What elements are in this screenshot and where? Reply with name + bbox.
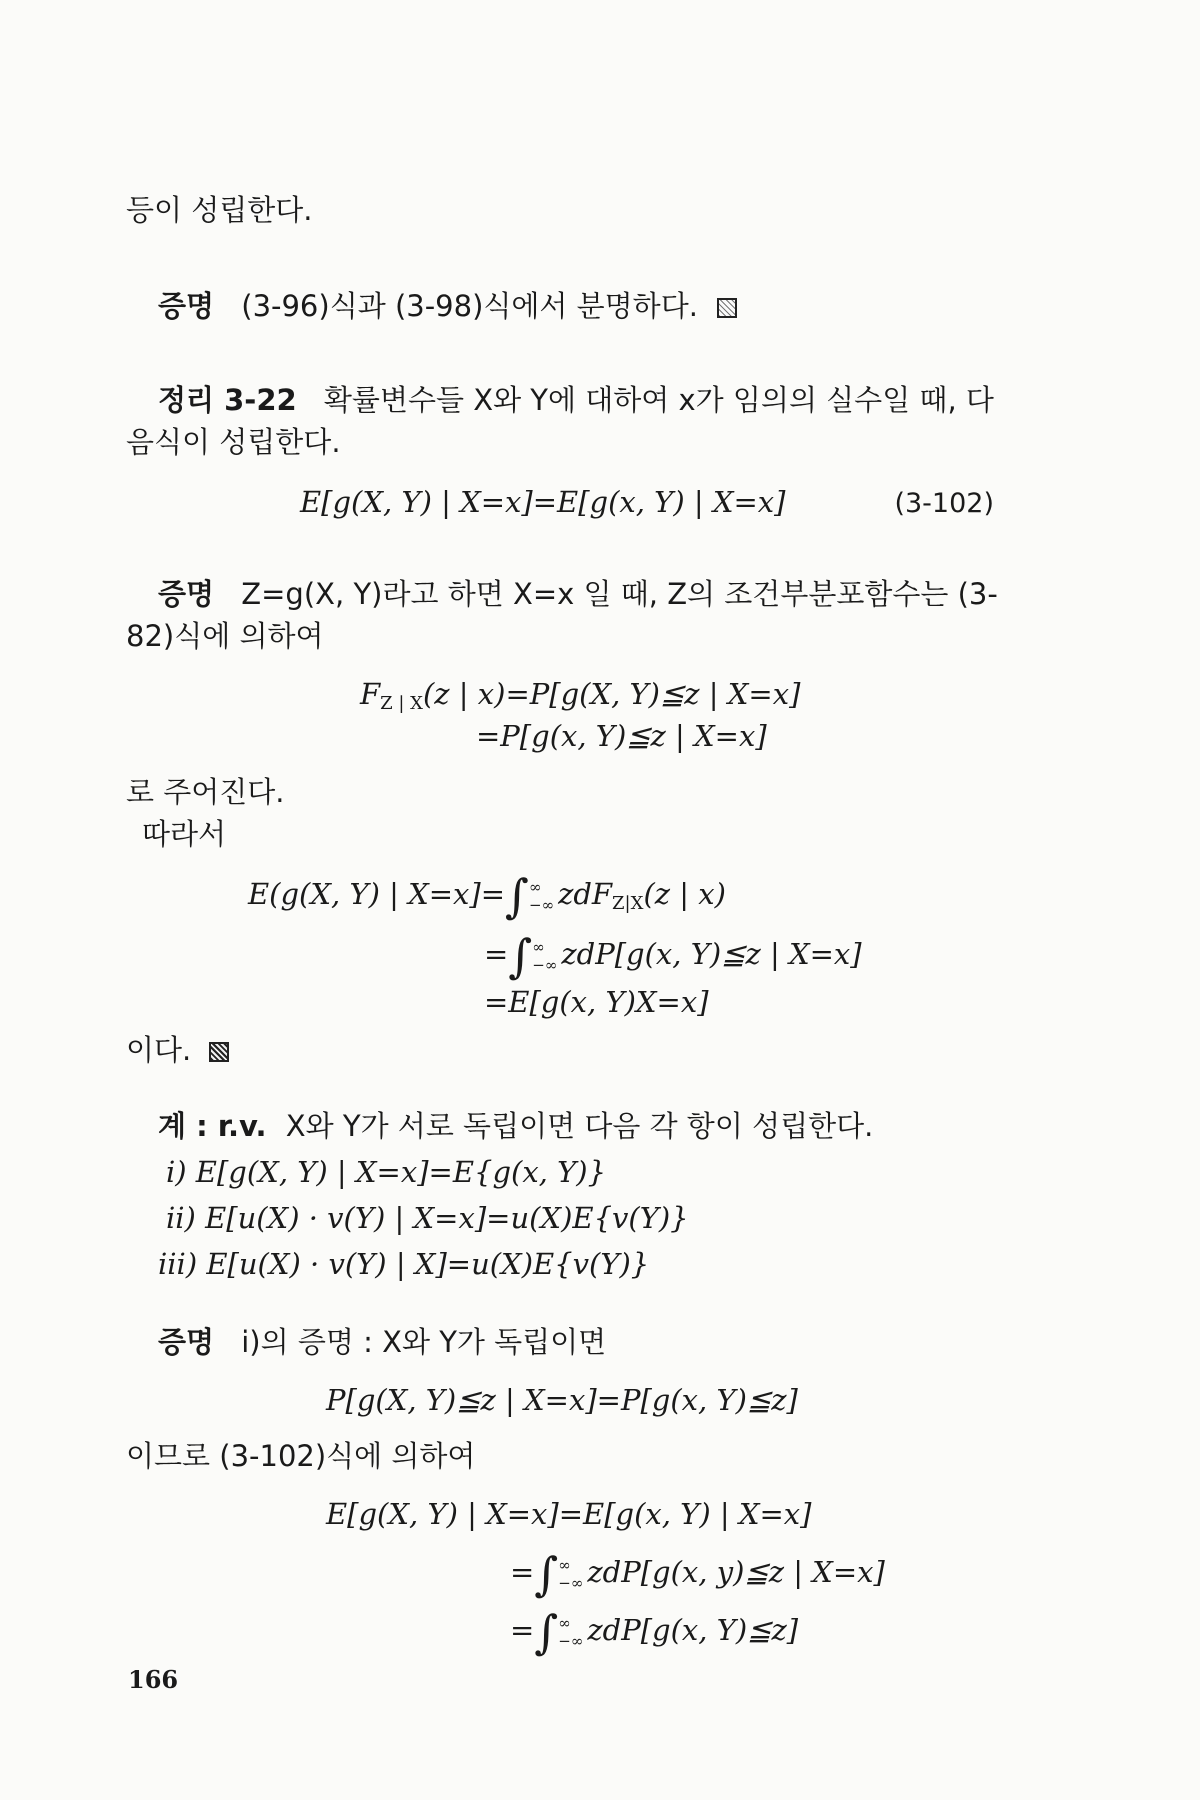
integral-icon: ∫ <box>534 1605 559 1659</box>
expectation-lhs: E(g(X, Y) | X=x]= <box>248 877 506 911</box>
text-line: 로 주어진다. <box>126 775 285 809</box>
proof-text: i)의 증명 : X와 Y가 독립이면 <box>241 1325 607 1359</box>
final-eq-line1: E[g(X, Y) | X=x]=E[g(x, Y) | X=x] <box>326 1497 812 1531</box>
cdf-line1: (z | x)=P[g(X, Y)≦z | X=x] <box>422 677 801 711</box>
corollary-text: X와 Y가 서로 독립이면 다음 각 항이 성립한다. <box>285 1109 874 1143</box>
corollary-item-iii: iii) E[u(X) · v(Y) | X]=u(X)E{v(Y)} <box>158 1247 650 1281</box>
proof-statement <box>158 288 737 324</box>
proof-text: Z=g(X, Y)라고 하면 X=x 일 때, Z의 조건부분포함수는 (3- <box>241 577 998 611</box>
text-line: 이다. <box>126 1032 229 1068</box>
final-eq-line3: =∫ ∞ −∞ zdP[g(x, Y)≦z] <box>510 1605 799 1659</box>
corollary-item-ii: ii) E[u(X) · v(Y) | X=x]=u(X)E{v(Y)} <box>166 1201 689 1235</box>
text-line: 등이 성립한다. <box>126 193 313 227</box>
qed-icon <box>209 1042 229 1062</box>
final-eq-line2: =∫ ∞ −∞ zdP[g(x, y)≦z | X=x] <box>510 1547 885 1601</box>
proof-label: 증명 <box>158 1325 215 1359</box>
proof-statement <box>158 1324 606 1360</box>
theorem-label: 정리 3-22 <box>158 383 297 417</box>
expectation-eq-line1: E(g(X, Y) | X=x]=∫ ∞ −∞ zdF$_{Z|X}$(z | x) <box>248 869 726 923</box>
integral-icon: ∫ <box>508 929 533 983</box>
proof-label: 증명 <box>158 577 215 611</box>
proof-statement <box>158 576 998 612</box>
corollary-label: 계 : r.v. <box>158 1109 267 1143</box>
theorem-text-cont: 음식이 성립한다. <box>126 425 341 459</box>
integral-limits: ∞ −∞ <box>532 938 558 974</box>
integral-limits: ∞ −∞ <box>558 1614 584 1650</box>
qed-icon <box>717 298 737 318</box>
proof-text: (3-96)식과 (3-98)식에서 분명하다. <box>241 289 698 323</box>
cdf-subscript: Z | X <box>380 693 423 714</box>
expectation-eq-line3: =E[g(x, Y)X=x] <box>484 985 709 1019</box>
text-line: 따라서 <box>142 817 227 851</box>
conditional-cdf-eq <box>360 676 800 722</box>
corollary-statement <box>158 1108 873 1144</box>
expectation-eq-line2: =∫ ∞ −∞ zdP[g(x, Y)≦z | X=x] <box>484 929 862 983</box>
proof-text-cont: 82)식에 의하여 <box>126 619 324 653</box>
text-line: 이므로 (3-102)식에 의하여 <box>126 1439 476 1473</box>
integral-limits: ∞ −∞ <box>529 878 555 914</box>
cdf-symbol: F <box>360 677 381 711</box>
integral-limits: ∞ −∞ <box>558 1556 584 1592</box>
theorem-statement <box>158 382 994 418</box>
conditional-cdf-eq-line2: =P[g(x, Y)≦z | X=x] <box>476 719 767 753</box>
independence-eq: P[g(X, Y)≦z | X=x]=P[g(x, Y)≦z] <box>326 1383 798 1417</box>
theorem-text: 확률변수들 X와 Y에 대하여 x가 임의의 실수일 때, 다 <box>323 383 994 417</box>
page-number: 166 <box>128 1665 179 1694</box>
equation-3-102: E[g(X, Y) | X=x]=E[g(x, Y) | X=x] <box>300 485 786 519</box>
integral-icon: ∫ <box>534 1547 559 1601</box>
integral-icon: ∫ <box>505 869 529 923</box>
equation-number: (3-102) <box>894 488 994 519</box>
corollary-item-i: i) E[g(X, Y) | X=x]=E{g(x, Y)} <box>166 1155 607 1189</box>
proof-label: 증명 <box>158 289 215 323</box>
